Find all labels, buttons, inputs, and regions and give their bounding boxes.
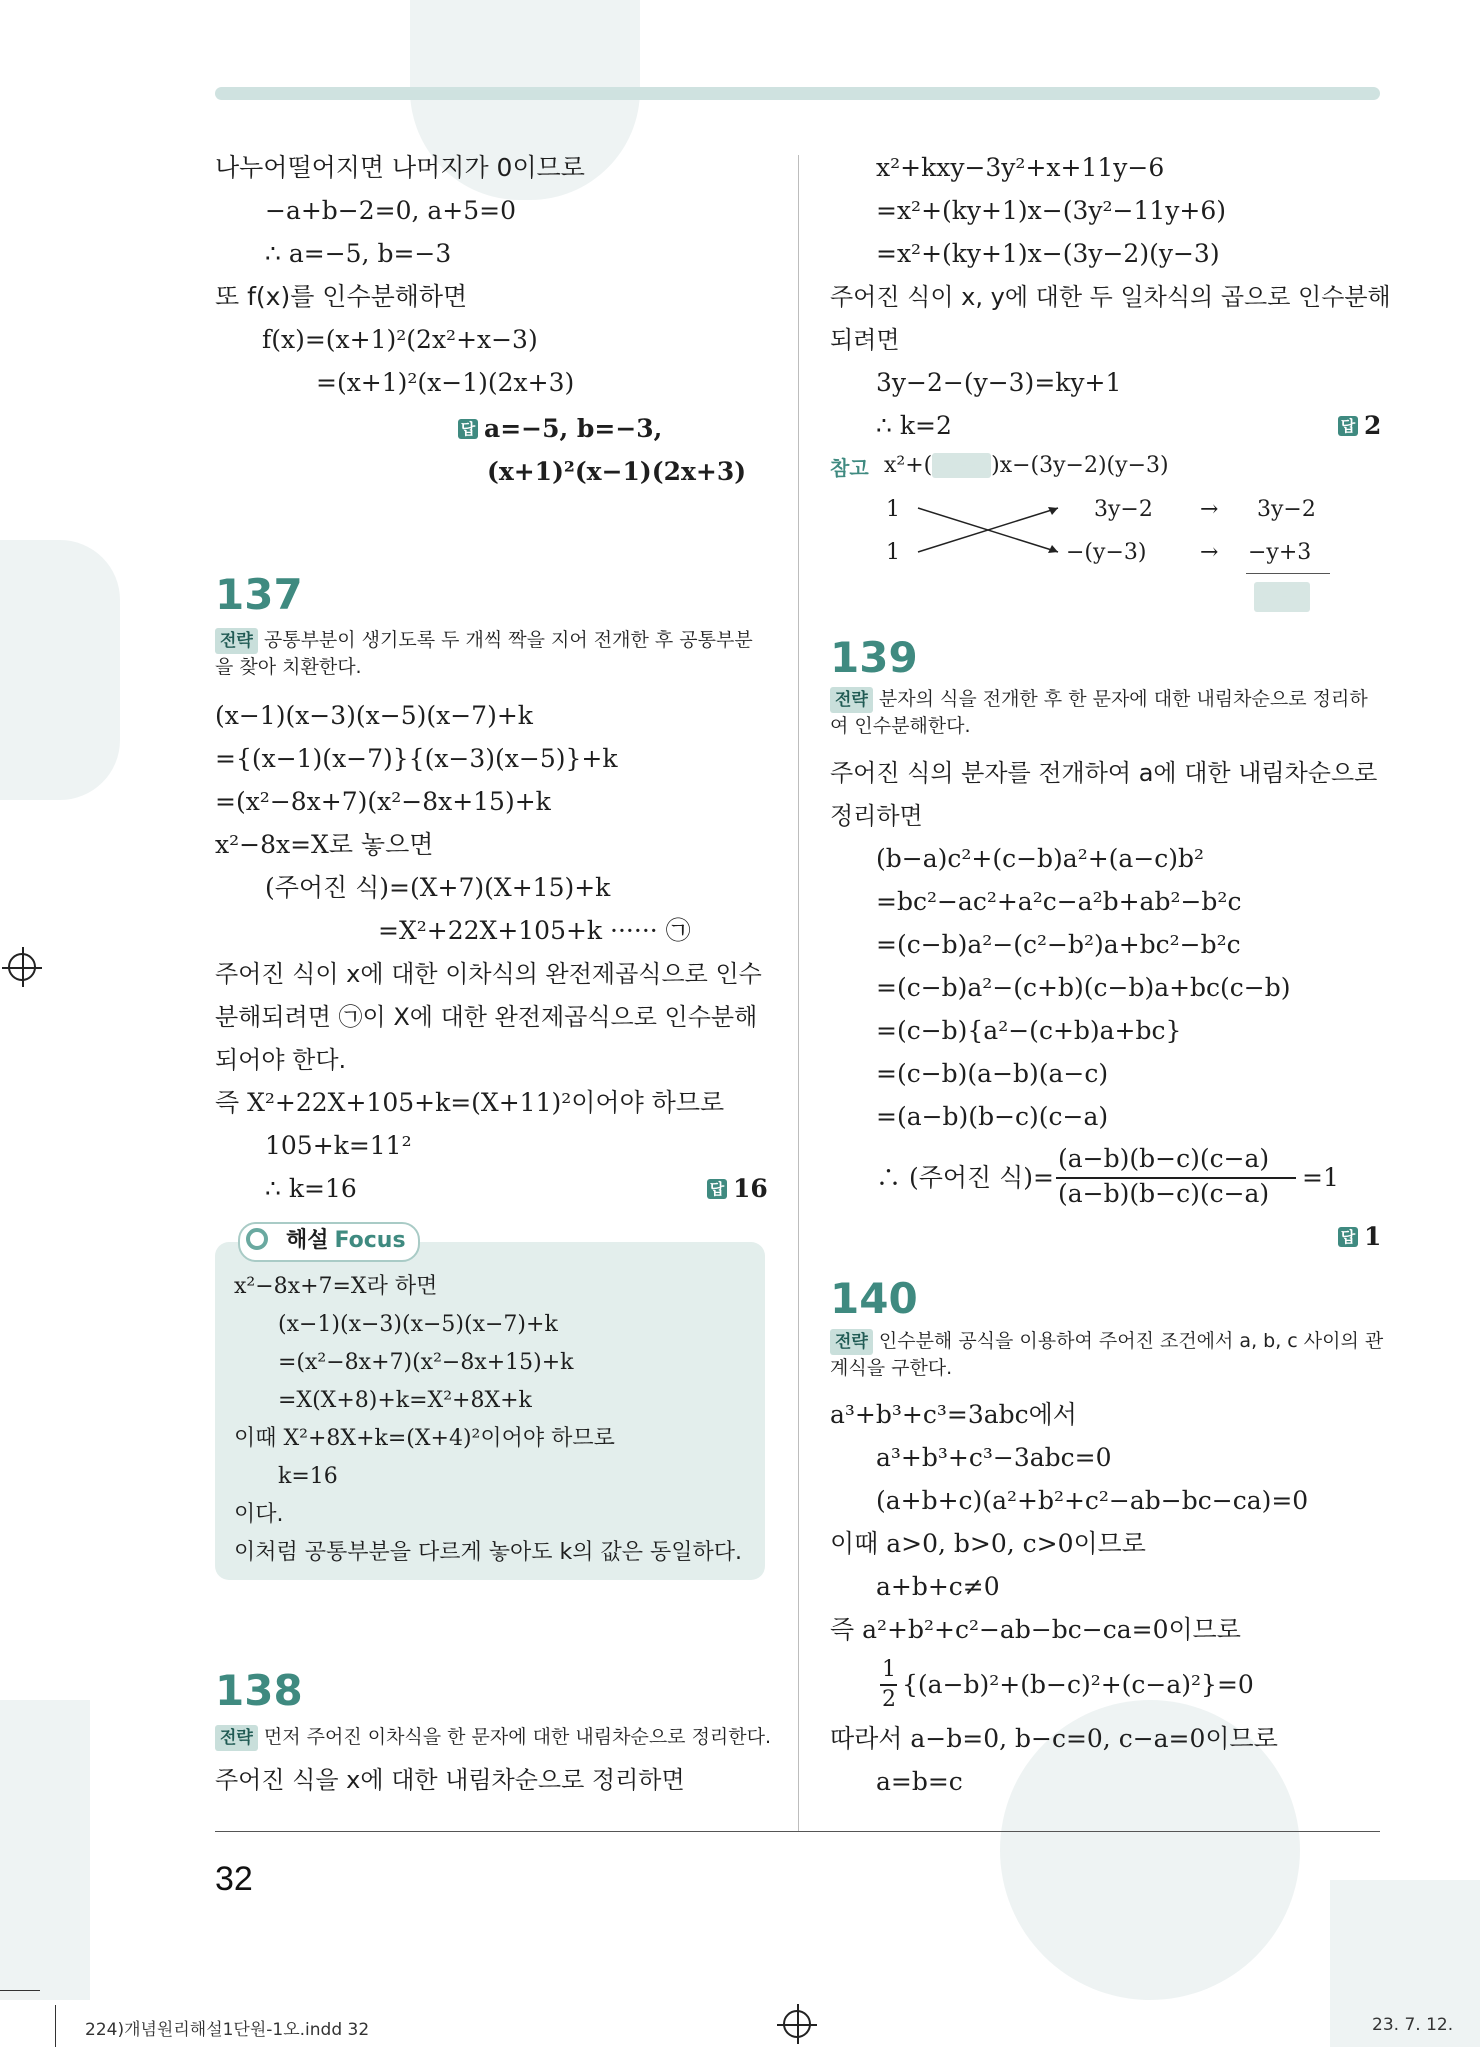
- answer: [707, 1174, 768, 1204]
- answer-label: 답: [707, 1179, 727, 1199]
- math-line: ={(x−1)(x−7)}{(x−3)(x−5)}+k: [215, 744, 618, 773]
- column-divider: [798, 155, 799, 1831]
- diagram-one: 1: [886, 540, 900, 565]
- math-line: 이때 X²+8X+k=(X+4)²이어야 하므로: [234, 1426, 615, 1451]
- strategy-tag: 전략: [215, 628, 258, 654]
- text-line: 이다.: [234, 1502, 284, 1527]
- math-line: =(c−b){a²−(c+b)a+bc}: [876, 1016, 1182, 1045]
- header-bar: [215, 87, 1380, 100]
- diagram-factor: 3y−2: [1094, 497, 1153, 522]
- ref-pre: x²+(: [884, 453, 933, 478]
- math-line: =X(X+8)+k=X²+8X+k: [278, 1388, 532, 1413]
- answer-value: 1: [1364, 1222, 1382, 1251]
- ref-blank: 2y+1: [932, 453, 992, 478]
- math-line: f(x)=(x+1)²(2x²+x−3): [262, 325, 538, 354]
- text-line: 또 f(x)를 인수분해하면: [215, 282, 468, 311]
- strategy-text: 인수분해 공식을 이용하여 주어진 조건에서 a, b, c 사이의 관계식을 구한다.: [830, 1330, 1384, 1379]
- math-line: (x−1)(x−3)(x−5)(x−7)+k: [215, 701, 533, 730]
- math-line: {(a−b)²+(b−c)²+(c−a)²}=0: [902, 1670, 1254, 1699]
- math-line: 즉 X²+22X+105+k=(X+11)²이어야 하므로: [215, 1088, 725, 1117]
- math-line: (a+b+c)(a²+b²+c²−ab−bc−ca)=0: [876, 1486, 1309, 1515]
- math-line: [884, 451, 1169, 481]
- reference-label: 참고: [830, 456, 869, 480]
- math-line: =x²+(ky+1)x−(3y−2)(y−3): [876, 239, 1220, 268]
- problem-number: 138: [215, 1666, 303, 1715]
- fraction-numerator: 1: [882, 1657, 896, 1682]
- crop-mark: [55, 2005, 56, 2047]
- diagram-product: −y+3: [1248, 540, 1312, 565]
- text-line: 주어진 식이 x, y에 대한 두 일차식의 곱으로 인수분해: [830, 283, 1391, 311]
- problem-number: 139: [830, 633, 918, 682]
- page-number: 32: [215, 1860, 253, 1898]
- diagram-product: 3y−2: [1257, 497, 1316, 522]
- strategy-text: 먼저 주어진 이차식을 한 문자에 대한 내림차순으로 정리한다.: [263, 1726, 772, 1748]
- answer: (x+1)²(x−1)(2x+3): [487, 457, 747, 486]
- math-line: =(c−b)a²−(c+b)(c−b)a+bc(c−b): [876, 973, 1291, 1002]
- math-line: =(c−b)(a−b)(a−c): [876, 1059, 1109, 1088]
- diagram-factor: −(y−3): [1066, 540, 1147, 565]
- math-line: =(x²−8x+7)(x²−8x+15)+k: [278, 1350, 574, 1375]
- math-line: =(c−b)a²−(c²−b²)a+bc²−b²c: [876, 930, 1241, 959]
- text-line: 분해되려면 ㉠이 X에 대한 완전제곱식으로 인수분해: [215, 1003, 758, 1031]
- math-line: 이때 a>0, b>0, c>0이므로: [830, 1529, 1146, 1558]
- answer: [458, 414, 662, 444]
- footer-date: 23. 7. 12.: [1372, 2015, 1454, 2035]
- answer-value: 2: [1364, 411, 1382, 440]
- footer-file: 224)개념원리해설1단원-1오.indd 32: [85, 2020, 370, 2040]
- math-line: =1: [1302, 1163, 1339, 1192]
- problem-number: 137: [215, 570, 303, 619]
- strategy: [215, 627, 770, 680]
- watermark-shape: [0, 1700, 90, 2000]
- text-line: 이처럼 공통부분을 다르게 놓아도 k의 값은 동일하다.: [234, 1540, 742, 1565]
- registration-mark-icon: [783, 2010, 811, 2038]
- math-line: 105+k=11²: [265, 1131, 412, 1160]
- problem-number: 140: [830, 1274, 918, 1323]
- math-line: =(x²−8x+7)(x²−8x+15)+k: [215, 787, 551, 816]
- text-line: 주어진 식이 x에 대한 이차식의 완전제곱식으로 인수: [215, 960, 762, 988]
- diagram-one: 1: [886, 497, 900, 522]
- diagram-sum-rule: [1246, 573, 1330, 574]
- arrow-icon: →: [1200, 497, 1219, 522]
- fraction-numerator: (a−b)(b−c)(c−a): [1058, 1144, 1270, 1173]
- fraction-denominator: (a−b)(b−c)(c−a): [1058, 1179, 1270, 1208]
- text-line: 되어야 한다.: [215, 1046, 347, 1074]
- math-line: x²+kxy−3y²+x+11y−6: [876, 153, 1165, 182]
- diagram-sum: 2y+1: [1254, 582, 1310, 612]
- target-icon: [246, 1228, 268, 1250]
- strategy: [215, 1724, 795, 1751]
- watermark-shape: [0, 540, 120, 800]
- math-line: ∴ a=−5, b=−3: [265, 239, 452, 268]
- answer-value: a=−5, b=−3,: [484, 414, 663, 443]
- answer-label: 답: [458, 419, 478, 439]
- arrow-icon: →: [1200, 540, 1219, 565]
- answer-value: 16: [733, 1174, 768, 1203]
- crop-mark: [0, 1990, 40, 1991]
- text-line: 주어진 식을 x에 대한 내림차순으로 정리하면: [215, 1766, 685, 1794]
- math-line: =(x+1)²(x−1)(2x+3): [316, 368, 575, 397]
- ref-post: )x−(3y−2)(y−3): [991, 453, 1169, 478]
- math-line: 즉 a²+b²+c²−ab−bc−ca=0이므로: [830, 1615, 1241, 1644]
- math-line: =bc²−ac²+a²c−a²b+ab²−b²c: [876, 887, 1242, 916]
- strategy: [830, 1328, 1385, 1381]
- math-line: =(a−b)(b−c)(c−a): [876, 1102, 1109, 1131]
- math-line: 따라서 a−b=0, b−c=0, c−a=0이므로: [830, 1724, 1278, 1753]
- fraction-denominator: 2: [882, 1687, 896, 1712]
- answer-label: 답: [1338, 416, 1358, 436]
- text-line: 되려면: [830, 326, 900, 354]
- math-line: k=16: [278, 1464, 338, 1489]
- text-line: 주어진 식의 분자를 전개하여 a에 대한 내림차순으로: [830, 759, 1378, 787]
- strategy-tag: 전략: [830, 1329, 873, 1355]
- math-line: a³+b³+c³=3abc에서: [830, 1400, 1077, 1429]
- math-line: =x²+(ky+1)x−(3y²−11y+6): [876, 196, 1226, 225]
- math-line: ∴ (주어진 식)=: [876, 1163, 1054, 1192]
- footer-rule: [215, 1831, 1380, 1832]
- math-line: (주어진 식)=(X+7)(X+15)+k: [265, 873, 611, 902]
- strategy-text: 분자의 식을 전개한 후 한 문자에 대한 내림차순으로 정리하여 인수분해한다.: [830, 688, 1368, 737]
- strategy-tag: 전략: [830, 687, 873, 713]
- registration-mark-icon: [8, 953, 36, 981]
- math-line: (b−a)c²+(c−b)a²+(a−c)b²: [876, 844, 1205, 873]
- strategy: [830, 686, 1385, 739]
- strategy-tag: 전략: [215, 1725, 258, 1751]
- math-line: x²−8x=X로 놓으면: [215, 830, 434, 859]
- answer: [1338, 411, 1381, 441]
- math-line: 3y−2−(y−3)=ky+1: [876, 368, 1122, 397]
- math-line: a³+b³+c³−3abc=0: [876, 1443, 1112, 1472]
- text-line: 나누어떨어지면 나머지가 0이므로: [215, 153, 585, 182]
- math-line: −a+b−2=0, a+5=0: [265, 196, 517, 225]
- answer-label: 답: [1338, 1227, 1358, 1247]
- math-line: ∴ k=16: [265, 1174, 357, 1203]
- focus-title-accent: Focus: [334, 1228, 406, 1253]
- math-line: =X²+22X+105+k ······ ㉠: [378, 916, 691, 945]
- math-line: a=b=c: [876, 1767, 963, 1796]
- math-line: x²−8x+7=X라 하면: [234, 1274, 438, 1299]
- math-line: (x−1)(x−3)(x−5)(x−7)+k: [278, 1312, 558, 1337]
- answer: [1338, 1222, 1381, 1252]
- math-line: ∴ k=2: [876, 411, 952, 440]
- math-line: a+b+c≠0: [876, 1572, 1000, 1601]
- strategy-text: 공통부분이 생기도록 두 개씩 짝을 지어 전개한 후 공통부분을 찾아 치환한다.: [215, 629, 753, 678]
- focus-title: 해설: [286, 1228, 329, 1253]
- text-line: 정리하면: [830, 802, 923, 830]
